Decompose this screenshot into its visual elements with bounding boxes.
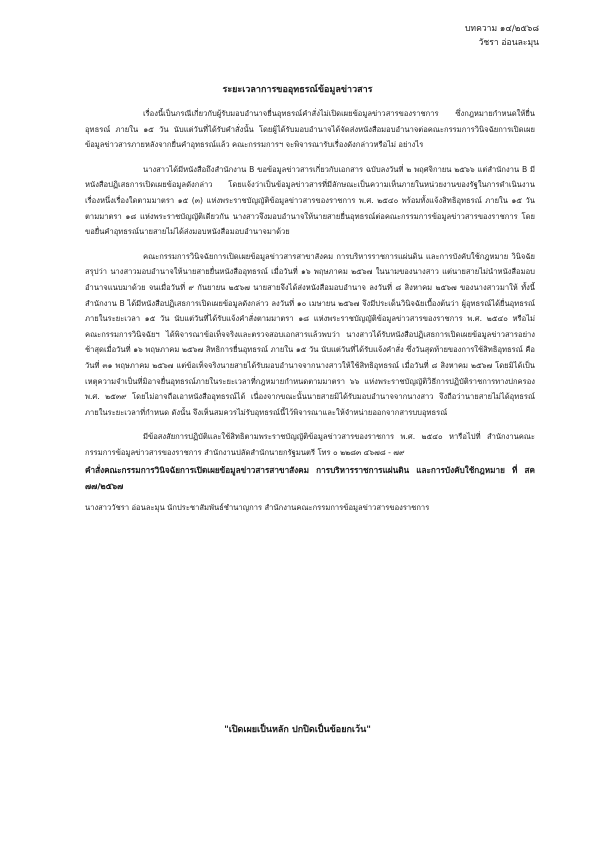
- author-line: นางสาววัชรา อ่อนละมุน นักประชาสัมพันธ์ชำนาญการ สำนักงานคณะกรรมการข้อมูลข่าวสารของราชการ: [85, 502, 430, 512]
- paragraph-question: เรื่องนี้เป็นกรณีเกี่ยวกับผู้รับมอบอำนาจยื่นอุทธรณ์คำสั่งไม่เปิดเผยข้อมูลข่าวสารของราชการ ซึ่งกฎหมายกำหนดให้ยื่นอุทธรณ์ ภายใน ๑๕ วัน นับแต่วันที่ได้รับคำสั่งนั้น โดยผู้ได้รับมอบอำนาจได้จัดส่งหนังสือมอบอำนาจต่อคณะกรรมการวินิจฉัยการเปิดเผยข้อมูลข่าวสารภายหลังจากยื่นคำอุทธรณ์แล้ว คณะกรรมการฯ จะพิจารณารับเรื่องดังกล่าวหรือไม่ อย่างไร: [85, 109, 535, 150]
- header-author: วัชรา อ่อนละมุน: [478, 38, 539, 48]
- article-number: บทความ ๑๔/๒๕๖๘: [464, 24, 539, 34]
- document-body: [85, 106, 535, 515]
- document-header: [465, 22, 539, 50]
- document-title: ระยะเวลาการขออุทธรณ์ข้อมูลข่าวสาร: [222, 85, 373, 95]
- paragraph-contact: มีข้อสงสัยการปฏิบัติและใช้สิทธิตามพระราชบัญญัติข้อมูลข่าวสารของราชการ พ.ศ. ๒๕๔๐ หารือไปที่ สำนักงานคณะกรรมการข้อมูลข่าวสารของราชการ สำนักงานปลัดสำนักนายกรัฐมนตรี โทร ๐ ๒๒๘๓ ๔๖๗๘ - ๗๙: [85, 432, 535, 457]
- paragraph-facts: นางสาวได้มีหนังสือถึงสำนักงาน B ขอข้อมูลข่าวสารเกี่ยวกับเอกสาร ฉบับลงวันที่ ๒ พฤศจิกายน ๒๕๖๖ แต่สำนักงาน B มีหนังสือปฏิเสธการเปิดเผยข้อมูลดังกล่าว โดยแจ้งว่าเป็นข้อมูลข่าวสารที่มีลักษณะเป็นความเห็นภายในหน่วยงานของรัฐในการดำเนินงานเรื่องหนึ่งเรื่องใดตามมาตรา ๑๕ (๓) แห่งพระราชบัญญัติข้อมูลข่าวสารของราชการ พ.ศ. ๒๕๔๐ พร้อมทั้งแจ้งสิทธิอุทธรณ์ ภายใน ๑๕ วัน ตามมาตรา ๑๘ แห่งพระราชบัญญัติเดียวกัน นางสาวจึงมอบอำนาจให้นายสายยื่นอุทธรณ์ต่อคณะกรรมการข้อมูลข่าวสารของราชการ โดยขอยื่นคำอุทธรณ์นายสายไม่ได้ส่งมอบหนังสือมอบอำนาจมาด้วย: [85, 164, 535, 237]
- footer-motto: "เปิดเผยเป็นหลัก ปกปิดเป็นข้อยกเว้น": [224, 725, 371, 735]
- paragraph-decision: คณะกรรมการวินิจฉัยการเปิดเผยข้อมูลข่าวสารสาขาสังคม การบริหารราชการแผ่นดิน และการบังคับใช้กฎหมาย วินิจฉัยสรุปว่า นางสาวมอบอำนาจให้นายสายยื่นหนังสืออุทธรณ์ เมื่อวันที่ ๑๖ พฤษภาคม ๒๕๖๗ ในนามของนางสาว แต่นายสายไม่นำหนังสือมอบอำนาจแนบมาด้วย จนเมื่อวันที่ ๙ กันยายน ๒๕๖๗ นายสายจึงได้ส่งหนังสือมอบอำนาจ ลงวันที่ ๘ สิงหาคม ๒๕๖๗ ของนางสาวมาให้ ทั้งนี้ สำนักงาน B ได้มีหนังสือปฏิเสธการเปิดเผยข้อมูลดังกล่าว ลงวันที่ ๑๐ เมษายน ๒๕๖๗ จึงมีประเด็นวินิจฉัยเบื้องต้นว่า ผู้อุทธรณ์ได้ยื่นอุทธรณ์ภายในระยะเวลา ๑๕ วัน นับแต่วันที่ได้รับแจ้งคำสั่งตามมาตรา ๑๘ แห่งพระราชบัญญัติข้อมูลข่าวสารของราชการ พ.ศ. ๒๕๔๐ หรือไม่ คณะกรรมการวินิจฉัยฯ ได้พิจารณาข้อเท็จจริงและตรวจสอบเอกสารแล้วพบว่า นางสาวได้รับหนังสือปฏิเสธการเปิดเผยข้อมูลข่าวสารอย่างช้าสุดเมื่อวันที่ ๑๖ พฤษภาคม ๒๕๖๗ สิทธิการยื่นอุทธรณ์ ภายใน ๑๕ วัน นับแต่วันที่ได้รับแจ้งคำสั่ง ซึ่งวันสุดท้ายของการใช้สิทธิอุทธรณ์ คือ วันที่ ๓๑ พฤษภาคม ๒๕๖๗ แต่ข้อเท็จจริงนายสายได้รับมอบอำนาจจากนางสาวให้ใช้สิทธิอุทธรณ์ เมื่อวันที่ ๘ สิงหาคม ๒๕๖๗ โดยมิได้เป็นเหตุความจำเป็นที่มิอาจยื่นอุทธรณ์ภายในระยะเวลาที่กฎหมายกำหนดตามมาตรา ๖๖ แห่งพระราชบัญญัติวิธีการปฏิบัติราชการทางปกครอง พ.ศ. ๒๕๓๙ โดยไม่อาจถือเอาหนังสืออุทธรณ์ได้ เนื่องจากขณะนั้นนายสายมิได้รับมอบอำนาจจากนางสาว จึงถือว่านายสายไม่ได้อุทธรณ์ภายในระยะเวลาที่กำหนด ดังนั้น จึงเห็นสมควรไม่รับอุทธรณ์นี้ไว้พิจารณาและให้จำหน่ายออกจากสารบบอุทธรณ์: [85, 251, 535, 417]
- order-reference: คำสั่งคณะกรรมการวินิจฉัยการเปิดเผยข้อมูลข่าวสารสาขาสังคม การบริหารราชการแผ่นดิน และการบังคับใช้กฎหมาย ที่ สค ๗๗/๒๕๖๗: [85, 465, 535, 492]
